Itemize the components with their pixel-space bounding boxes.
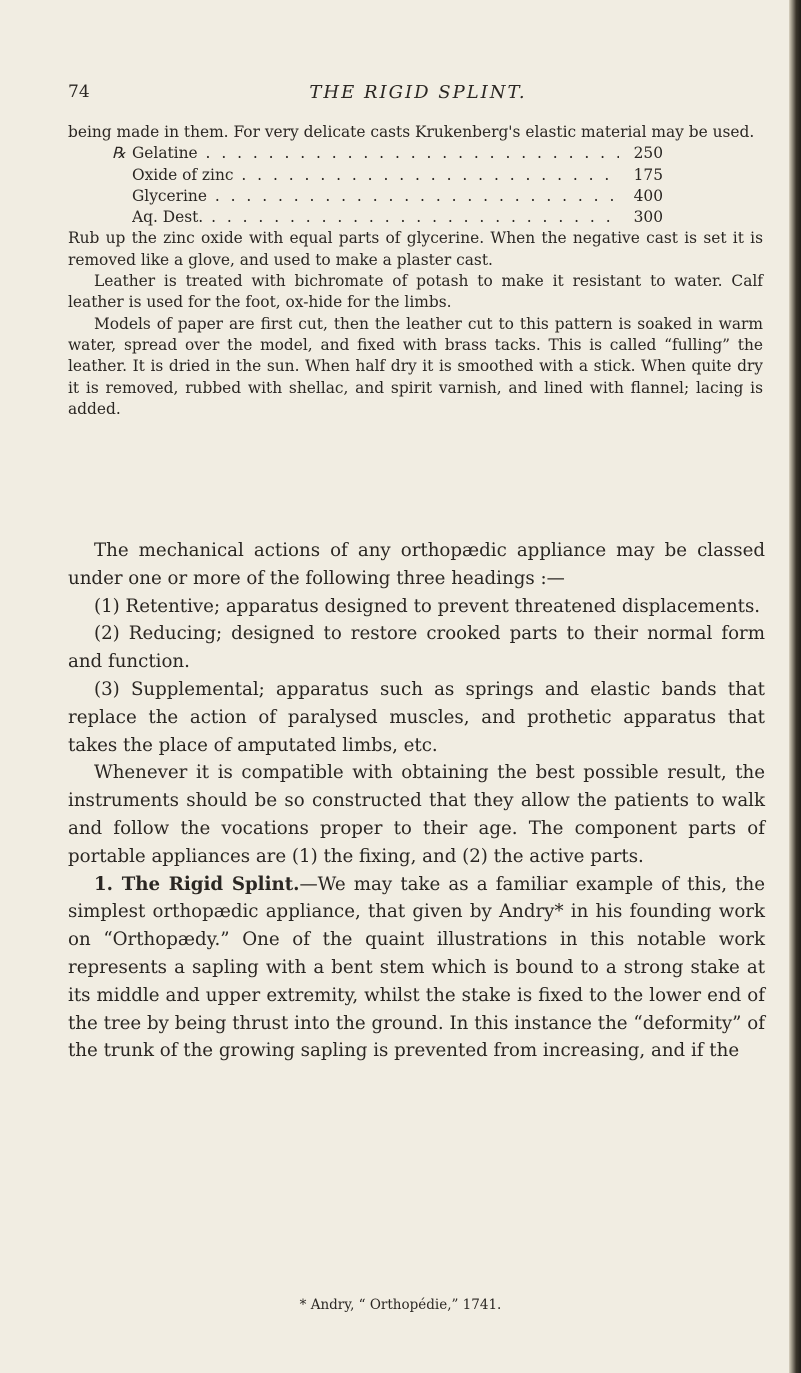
small-type-section [68,122,763,420]
paragraph-leather: Leather is treated with bichromate of potash to make it resistant to water. Calf leather is used for the foot, ox-hide for the limbs. [68,272,763,312]
large-type-section [68,537,765,1065]
heading-retentive: (1) Retentive [94,595,214,617]
page-edge-shadow [789,0,801,1373]
ingredient-name: Oxide of zinc . . . [132,165,619,186]
paragraph-rigid-splint: 1. The Rigid Splint.—We may take as a familiar example of this, the simplest orthopædic appliance, that given by Andry* in his founding work on “Orthopædy.” One of the quaint illustrations in this notable work represents a sapling with a bent stem which is bound to a strong stake at its middle and upper extremity, whilst the stake is fixed to the lower end of the tree by being thrust into the ground. In this instance the “deformity” of the trunk of the growing sapling is prevented from increasing, and if the [68,873,765,1062]
recipe-row [112,143,663,164]
paragraph-retentive: (1) Retentive; apparatus designed to prevent threatened displacements. [94,595,761,617]
paragraph-whenever: Whenever it is compatible with obtaining the best possible result, the instruments should be so constructed that they allow the patients to walk and follow the vocations proper to their age. The component parts of portable appliances are (1) the fixing, and (2) the active parts. [68,762,765,867]
ingredient-name: Aq. Dest. . . . [132,207,619,228]
heading-supplemental: (3) Supplemental [94,678,259,700]
ingredient-name: Glycerine . . . [132,186,619,207]
running-title: THE RIGID SPLINT. [309,82,527,103]
ingredient-qty: 300 [633,208,663,227]
paragraph-supplemental: (3) Supplemental; apparatus such as springs and elastic bands that replace the action of paralysed muscles, and prothetic apparatus that takes the place of amputated limbs, etc. [68,678,765,756]
paragraph-mechanical-actions: The mechanical actions of any orthopædic appliance may be classed under one or more of the following three headings :— [68,540,765,589]
heading-reducing: (2) Reducing [94,623,216,645]
footnote: * Andry, “ Orthopédie,” 1741. [299,1297,502,1313]
paragraph-zinc-oxide: Rub up the zinc oxide with equal parts of glycerine. When the negative cast is set it is removed like a glove, and used to make a plaster cast. [68,229,763,269]
running-head [68,82,768,106]
recipe-list [68,143,763,228]
ingredient-qty: 400 [633,186,663,205]
recipe-row [112,165,663,186]
heading-rigid-splint: 1. The Rigid Splint. [94,873,300,895]
intro-line: being made in them. For very delicate casts Krukenberg's elastic material may be used. [68,123,755,141]
paragraph-reducing: (2) Reducing; designed to restore crooked parts to their normal form and function. [68,623,766,673]
ingredient-name: Gelatine . . . [132,143,619,164]
rx-symbol: ℞ [112,144,126,163]
ingredient-qty: 175 [633,165,663,184]
ingredient-qty: 250 [633,144,663,163]
recipe-row [112,207,663,228]
recipe-row [112,186,663,207]
paragraph-models: Models of paper are first cut, then the leather cut to this pattern is soaked in warm water, spread over the model, and fixed with brass tacks. This is called “fulling” the leather. It is dried in the sun. When half dry it is smoothed with a stick. When quite dry it is removed, rubbed with shellac, and spirit varnish, and lined with flannel; lacing is added. [68,314,763,418]
page-number: 74 [68,82,90,102]
